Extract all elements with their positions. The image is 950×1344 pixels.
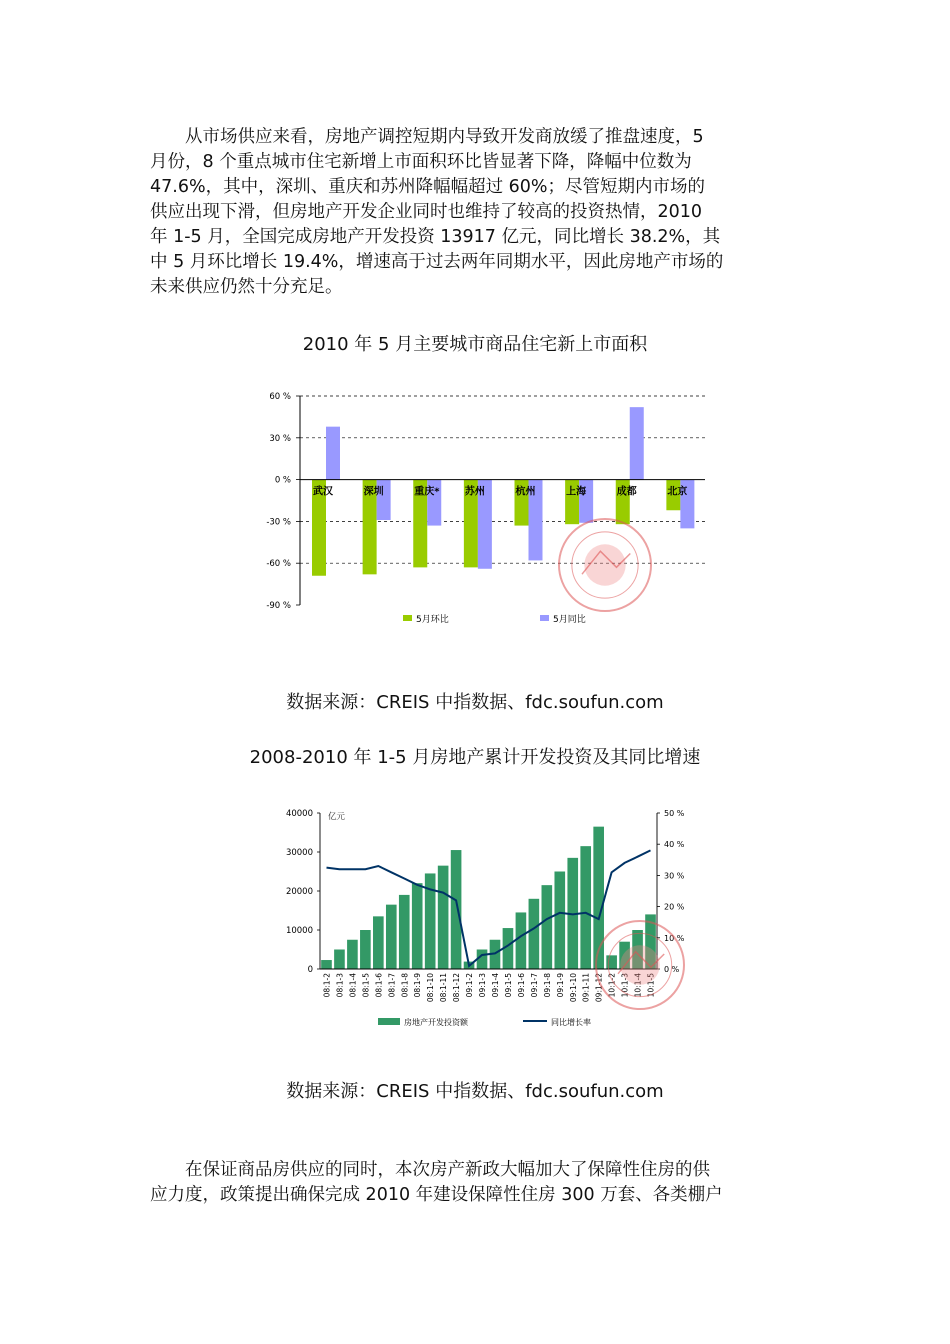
paragraph-line: 从市场供应来看，房地产调控短期内导致开发商放缓了推盘速度，5 <box>150 127 704 147</box>
y-left-tick-label: 0 <box>307 965 313 975</box>
y-right-tick-label: 10 % <box>664 933 685 943</box>
category-label: 09:1-6 <box>516 973 526 998</box>
paragraph-line: 应力度，政策提出确保完成 2010 年建设保障性住房 300 万套、各类棚户 <box>150 1185 723 1205</box>
investment-bar <box>347 940 358 969</box>
category-label: 10:1-4 <box>633 973 643 998</box>
investment-bar <box>580 846 591 969</box>
legend-label: 5月同比 <box>553 615 586 625</box>
investment-bar <box>554 872 565 970</box>
category-label: 杭州 <box>515 486 536 498</box>
legend-label: 5月环比 <box>416 615 449 625</box>
investment-bar <box>360 930 371 969</box>
category-label: 北京 <box>667 486 688 498</box>
paragraph-line: 47.6%，其中，深圳、重庆和苏州降幅幅超过 60%；尽管短期内市场的 <box>150 177 706 197</box>
y-right-tick-label: 20 % <box>664 902 685 912</box>
category-label: 09:1-10 <box>568 973 578 1003</box>
y-tick-label: 30 % <box>269 433 291 444</box>
investment-bar <box>451 850 462 969</box>
category-label: 08:1-4 <box>348 973 358 998</box>
y-right-tick-label: 0 % <box>664 965 680 974</box>
legend-swatch <box>540 615 549 621</box>
category-label: 08:1-7 <box>387 973 397 998</box>
investment-bar <box>529 899 540 969</box>
investment-bar <box>334 950 345 970</box>
paragraph-line: 年 1-5 月，全国完成房地产开发投资 13917 亿元，同比增长 38.2%，其 <box>150 227 721 247</box>
investment-bar <box>438 866 449 969</box>
y-left-tick-label: 10000 <box>285 926 313 936</box>
legend-swatch <box>378 1018 400 1025</box>
bar-5月同比 <box>326 427 340 480</box>
supply-area-chart <box>255 383 715 628</box>
category-label: 09:1-7 <box>529 973 539 998</box>
paragraph-line: 在保证商品房供应的同时，本次房产新政大幅加大了保障性住房的供 <box>150 1160 710 1180</box>
investment-bar <box>399 895 410 969</box>
category-label: 08:1-10 <box>426 973 436 1003</box>
category-label: 10:1-2 <box>607 973 617 998</box>
investment-chart <box>275 800 710 1035</box>
y-right-tick-label: 40 % <box>664 840 685 850</box>
category-label: 武汉 <box>313 486 333 498</box>
category-label: 09:1-2 <box>465 973 475 998</box>
y-left-tick-label: 20000 <box>285 887 313 897</box>
category-label: 10:1-3 <box>620 973 630 998</box>
legend-swatch <box>403 615 412 621</box>
category-label: 08:1-2 <box>322 973 332 998</box>
paragraph-line: 供应出现下滑，但房地产开发企业同时也维持了较高的投资热情，2010 <box>150 202 703 222</box>
investment-bar <box>516 912 527 969</box>
category-label: 08:1-6 <box>374 973 384 998</box>
category-label: 09:1-12 <box>594 973 604 1003</box>
investment-bar <box>542 885 553 969</box>
category-label: 08:1-11 <box>439 973 449 1003</box>
investment-bar <box>373 916 384 969</box>
paragraph-line: 月份，8 个重点城市住宅新增上市面积环比皆显著下降，降幅中位数为 <box>150 152 692 172</box>
category-label: 重庆* <box>414 486 440 498</box>
y-tick-label: -90 % <box>266 601 291 611</box>
category-label: 09:1-5 <box>503 973 513 998</box>
category-label: 08:1-12 <box>452 973 462 1003</box>
category-label: 上海 <box>566 486 587 498</box>
category-label: 09:1-4 <box>490 973 500 998</box>
legend-label: 同比增长率 <box>551 1018 591 1027</box>
chart2-title: 2008-2010 年 1-5 月房地产累计开发投资及其同比增速 <box>249 747 701 768</box>
y-tick-label: -30 % <box>266 517 291 528</box>
category-label: 08:1-8 <box>400 973 410 998</box>
investment-bar <box>386 905 397 969</box>
investment-bar <box>321 960 332 969</box>
bar-5月同比 <box>630 407 644 479</box>
category-label: 09:1-3 <box>478 973 488 998</box>
policy-paragraph <box>150 1158 800 1208</box>
chart1-source: 数据来源：CREIS 中指数据、fdc.soufun.com <box>286 692 664 713</box>
y-left-tick-label: 30000 <box>285 848 313 858</box>
y-left-unit: 亿元 <box>328 812 346 822</box>
y-tick-label: 0 % <box>274 475 291 486</box>
investment-bar <box>412 883 423 969</box>
category-label: 08:1-9 <box>413 973 423 998</box>
y-right-tick-label: 50 % <box>664 809 685 818</box>
paragraph-line: 中 5 月环比增长 19.4%，增速高于过去两年同期水平，因此房地产市场的 <box>150 252 724 272</box>
category-label: 成都 <box>616 486 637 498</box>
category-label: 10:1-5 <box>646 973 656 998</box>
y-left-tick-label: 40000 <box>285 809 313 819</box>
chart2-source: 数据来源：CREIS 中指数据、fdc.soufun.com <box>286 1081 664 1102</box>
category-label: 08:1-3 <box>335 973 345 998</box>
intro-paragraph <box>150 125 800 300</box>
category-label: 09:1-11 <box>581 973 591 1003</box>
y-tick-label: 60 % <box>269 392 291 402</box>
category-label: 08:1-5 <box>361 973 371 998</box>
category-label: 09:1-9 <box>555 973 565 998</box>
chart1-title: 2010 年 5 月主要城市商品住宅新上市面积 <box>302 334 648 355</box>
category-label: 09:1-8 <box>542 973 552 998</box>
legend-label: 房地产开发投资额 <box>404 1018 468 1027</box>
category-label: 深圳 <box>363 486 384 498</box>
paragraph-line: 未来供应仍然十分充足。 <box>150 277 343 297</box>
y-tick-label: -60 % <box>266 559 291 570</box>
category-label: 苏州 <box>464 486 485 498</box>
y-right-tick-label: 30 % <box>664 871 685 881</box>
